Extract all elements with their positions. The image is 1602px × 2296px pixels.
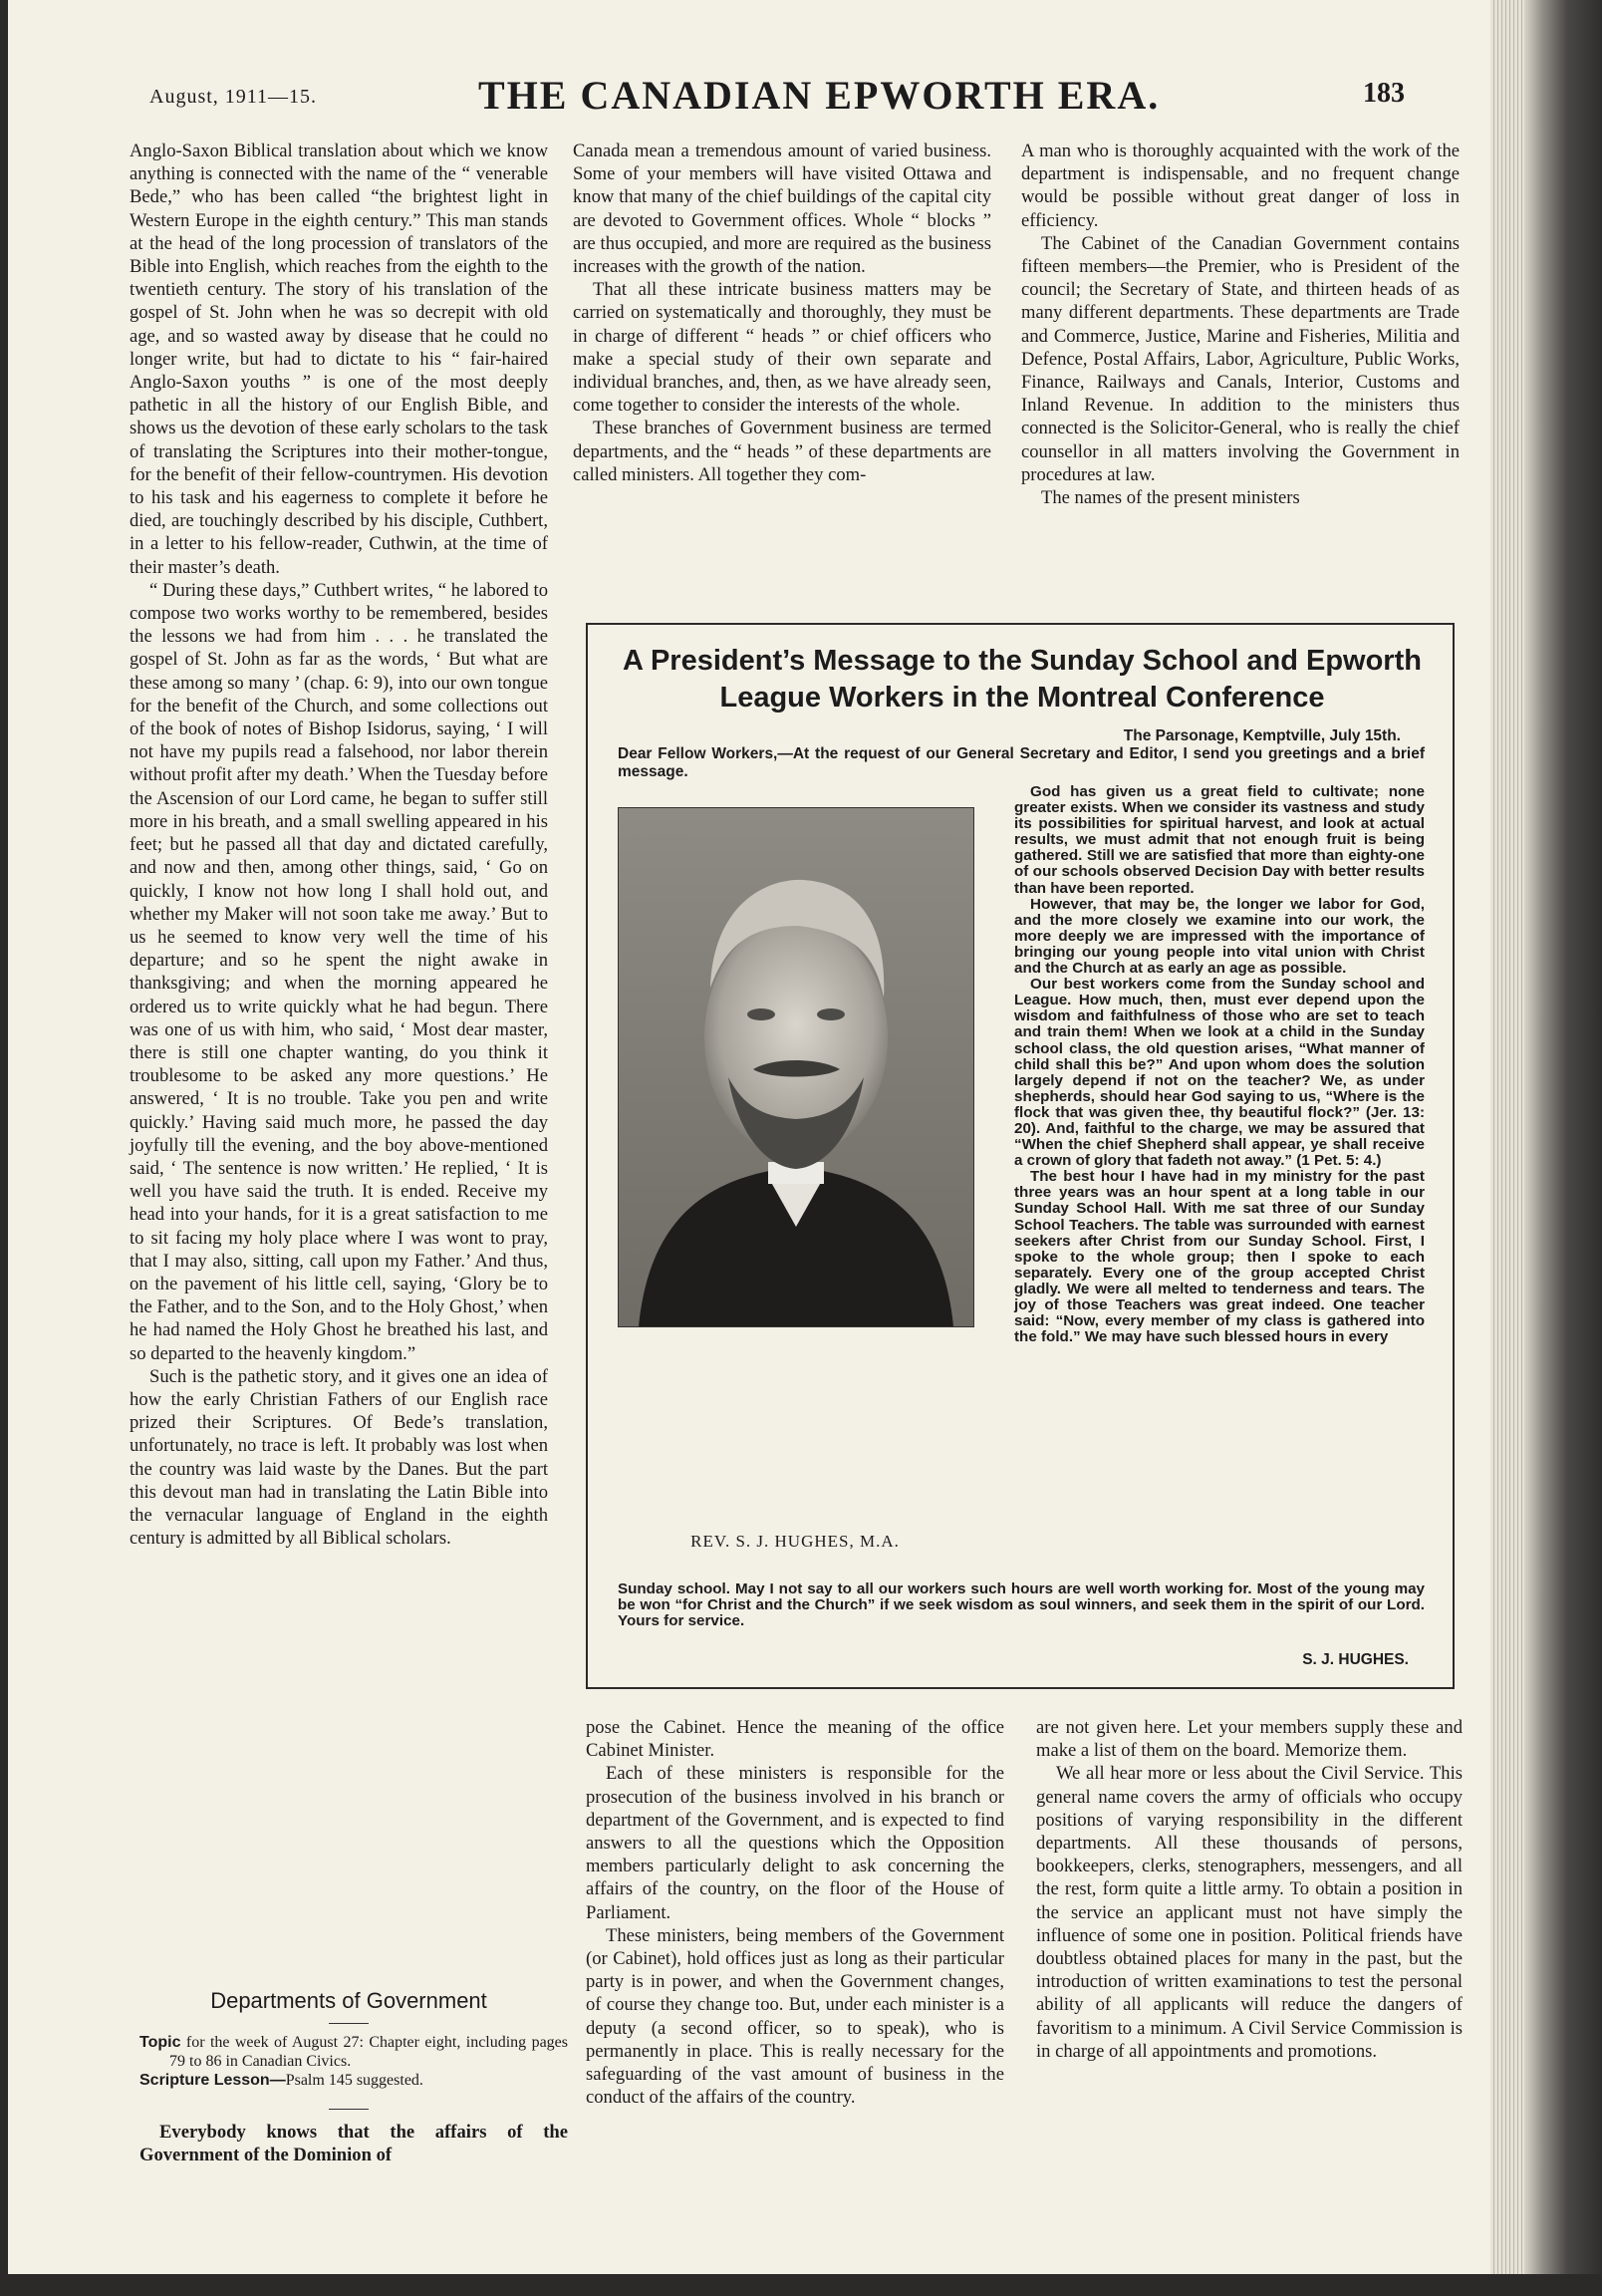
paragraph: Everybody knows that the affairs of the Government of the Dominion of — [139, 2122, 568, 2166]
book-binding — [1524, 0, 1602, 2296]
dateline: The Parsonage, Kemptville, July 15th. — [1123, 727, 1401, 744]
column-middle-top — [573, 140, 991, 486]
column-right-bottom — [1036, 1716, 1463, 2063]
portrait-image — [619, 808, 973, 1326]
divider — [329, 2109, 369, 2110]
paragraph: The best hour I have had in my ministry for the past three years was an hour spent at a long table in our Sunday School Hall. With me sat three of our Sunday School Teachers. The table was surrounded with earnest seekers after Christ from our Sunday School. First, I spoke to the whole group; then I spoke to each separately. Every one of the group accepted Christ gladly. We were all melted to tenderness and tears. The joy of those Teachers was great indeed. One teacher said: “Now, every member of my class is gathered into the fold.” We may have such blessed hours in every — [1014, 1168, 1425, 1346]
paragraph: Canada mean a tremendous amount of varied business. Some of your members will have visited Ottawa and know that many of the chief buildings of the capital city are devoted to Government offices. Whole “ blocks ” are thus occupied, and more are required as the business increases with the growth of the nation. — [573, 141, 991, 278]
paragraph: God has given us a great field to cultivate; none greater exists. When we consider its vastness and study its possibilities for spiritual harvest, and look at actual results, we must admit that not enough fruit is being gathered. Still we are satisfied that more than eighty-one of our schools observed Decision Day with better results than have been reported. — [1014, 783, 1425, 897]
paragraph: Each of these ministers is responsible for the prosecution of the business involved in his branch or department of the Government, and is expected to find answers to all the questions which the Opposition members particularly delight to ask concerning the affairs of the country, on the floor of the House of Parliament. — [586, 1763, 1004, 1923]
paragraph: The Cabinet of the Canadian Government contains fifteen members—the Premier, who is President of the council; the Secretary of State, and thirteen heads of as many different departments. These departments are Trade and Commerce, Justice, Marine and Fisheries, Militia and Defence, Postal Affairs, Labor, Agriculture, Public Works, Finance, Railways and Canals, Interior, Customs and Inland Revenue. In addition to the ministers thus connected is the Solicitor-General, who is really the chief counsellor in all matters involving the Government in procedures at law. — [1021, 232, 1460, 485]
issue-date: August, 1911—15. — [149, 86, 318, 108]
paragraph: Anglo-Saxon Biblical translation about which we know anything is connected with the name of the “ venerable Bede,” who has been called “the brightest light in Western Europe in the eighth century.” This man stands at the head of the long procession of translators of the Bible into English, which reaches from the eighth to the twentieth century. The story of his translation of the gospel of St. John when he was so decrepit with old age, and so wasted away by disease that he could no longer write, but had to dictate to his “ fair-haired Anglo-Saxon youths ” is one of the most deeply pathetic in all the history of our English Bible, and shows us the devotion of these early scholars to the task of translating the Scriptures into their mother-tongue, for the benefit of their fellow-countrymen. His devotion to his task and his eagerness to complete it before he died, are touchingly described by his disciple, Cuthbert, in a letter to his fellow-reader, Cuthwin, at the time of their master’s death. — [130, 141, 548, 578]
signature: S. J. HUGHES. — [1302, 1651, 1409, 1668]
topic-label: Topic — [139, 2034, 181, 2051]
paragraph: Such is the pathetic story, and it gives one an idea of how the early Christian Fathers of our English race prized their Scriptures. Of Bede’s translation, unfortunately, no trace is left. It probably was lost when the country was laid waste by the Danes. But the part this devout man had in translating the Latin Bible into the vernacular language of England in the eighth century is admitted by all Biblical scholars. — [130, 1365, 548, 1550]
column-right-top — [1021, 140, 1460, 509]
page-edge-stripes — [1490, 0, 1524, 2296]
message-body — [1014, 784, 1425, 1345]
section-heading: Departments of Government — [210, 1988, 487, 2013]
portrait-photo — [618, 807, 974, 1327]
paragraph: The names of the present ministers — [1041, 487, 1300, 509]
page-number: 183 — [1363, 78, 1405, 109]
box-title — [588, 643, 1457, 717]
paragraph: pose the Cabinet. Hence the meaning of the office Cabinet Minister. — [586, 1717, 1004, 1762]
paragraph: are not given here. Let your members supply these and make a list of them on the board. Memorize them. — [1036, 1717, 1463, 1762]
paragraph: A man who is thoroughly acquainted with the work of the department is indispensable, and no frequent change would be possible without great danger of loss in efficiency. — [1021, 141, 1460, 231]
paragraph: These branches of Government business are termed departments, and the “ heads ” of these departments are called ministers. All together they com- — [573, 418, 991, 485]
paragraph: “ During these days,” Cuthbert writes, “ he labored to compose two works worthy to be remembered, besides the lessons we had from him . . . he translated the gospel of St. John as far as the words, ‘ But what are these among so many ’ (chap. 6: 9), into our own tongue for the benefit of the Church, and some collections out of the book of notes of Bishop Isidorus, saying, ‘ I will not have my pupils read a falsehood, nor labor therein without profit after my death.’ When the Tuesday before the Ascension of our Lord came, he began to suffer still more in his breath, and a small swelling appeared in his feet; but he passed all that day and dictated carefully, and now and then, among other things, said, ‘ Go on quickly, I know not how long I shall hold out, and whether my Maker will not soon take me away.’ But to us he seemed to know very well the time of his departure; and so he spent the night awake in thanksgiving; and when the morning appeared he ordered us to write quickly what he had begun. There was one of us with him, who said, ‘ Most dear master, there is still one chapter wanting, do you think it troublesome to be asked any more questions.’ He answered, ‘ It is no trouble. Take you pen and write quickly.’ Having said much more, he passed the day joyfully till the evening, and the boy above-mentioned said, ‘ The sentence is now written.’ He replied, ‘ It is well you have said the truth. It is ended. Receive my head into your hands, for it is a great satisfaction to me to sit facing my holy place where I was wont to pray, that I may also, sitting, call upon my Father.’ And thus, on the pavement of his little cell, saying, ‘Glory be to the Father, and to the Son, and to the Holy Ghost,’ when he had named the Holy Ghost he breathed his last, and so departed to the heavenly kingdom.” — [130, 579, 548, 1364]
topic-text: for the week of August 27: Chapter eight, including pages 79 to 86 in Canadian Civics. — [169, 2034, 569, 2070]
photo-caption: REV. S. J. HUGHES, M.A. — [690, 1532, 900, 1551]
paragraph: We all hear more or less about the Civil Service. This general name covers the army of officials who occupy positions of varying responsibility in the different departments. All these thousands of persons, bookkeepers, clerks, stenographers, messengers, and all the rest, form quite a little army. To obtain a position in the service an applicant must not have simply the influence of some one in position. Political friends have doubtless obtained places for many in the past, but the introduction of written examinations to test the personal ability of all applicants will reduce the dangers of favoritism to a minimum. A Civil Service Commission is in charge of all appointments and promotions. — [1036, 1763, 1463, 2062]
message-closing: Sunday school. May I not say to all our workers such hours are well worth working for. Most of the young may be won “for Christ and the Church” if we seek wisdom as soul winners, and seek them in the spirit of our Lord. Yours for service. — [618, 1580, 1425, 1630]
paragraph: That all these intricate business matters may be carried on systematically and thoroughly, they must be in charge of different “ heads ” or chief officers who make a special study of their own separate and individual branches, and, then, as we have already seen, come together to consider the interests of the whole. — [573, 279, 991, 417]
scripture-text: Psalm 145 suggested. — [285, 2072, 423, 2089]
paragraph: These ministers, being members of the Government (or Cabinet), hold offices just as long as their particular party is in power, and when the Government changes, of course they change too. But, under each minister is a deputy (a second officer, so to speak), who is permanently in place. This is really necessary for the safeguarding of the vast amount of business in the conduct of the affairs of the country. — [586, 1924, 1004, 2109]
section-lead — [139, 2121, 568, 2166]
paragraph: However, that may be, the longer we labor for God, and the more closely we examine into our work, the more deeply we are impressed with the importance of bringing our young people into vital union with Christ and the Church at as early an age as possible. — [1014, 895, 1425, 978]
box-title-line: League Workers in the Montreal Conference — [719, 682, 1325, 714]
divider — [329, 2023, 369, 2024]
presidents-message-box — [586, 623, 1455, 1689]
column-left — [130, 140, 548, 1550]
paragraph: Our best workers come from the Sunday school and League. How much, then, must ever depend upon the wisdom and faithfulness of those who are set to teach and train them! When we look at a child in the Sunday school class, the old question arises, “What manner of child shall this be?” And upon whom does the solution largely depend if not on the teacher? We, as under shepherds, should hear God saying to us, “Where is the flock that was given thee, thy beautiful flock?” (Jer. 13: 20). And, faithful to the charge, we may be assured that “When the chief Shepherd shall appear, ye shall receive a crown of glory that fadeth not away.” (1 Pet. 5: 4.) — [1014, 976, 1425, 1170]
masthead-title: THE CANADIAN EPWORTH ERA. — [478, 73, 1161, 118]
lesson-info — [139, 2033, 568, 2090]
page-left-edge — [0, 0, 8, 2296]
scripture-line — [139, 2071, 568, 2090]
salutation: Dear Fellow Workers,—At the request of our General Secretary and Editor, I send you greetings and a brief message. — [618, 745, 1425, 780]
box-title-line: A President’s Message to the Sunday School and Epworth — [623, 645, 1422, 677]
topic-line — [139, 2033, 568, 2071]
column-middle-bottom — [586, 1716, 1004, 2109]
scripture-label: Scripture Lesson— — [139, 2072, 286, 2089]
page-header — [149, 70, 1405, 120]
page-bottom-edge — [0, 2274, 1602, 2296]
